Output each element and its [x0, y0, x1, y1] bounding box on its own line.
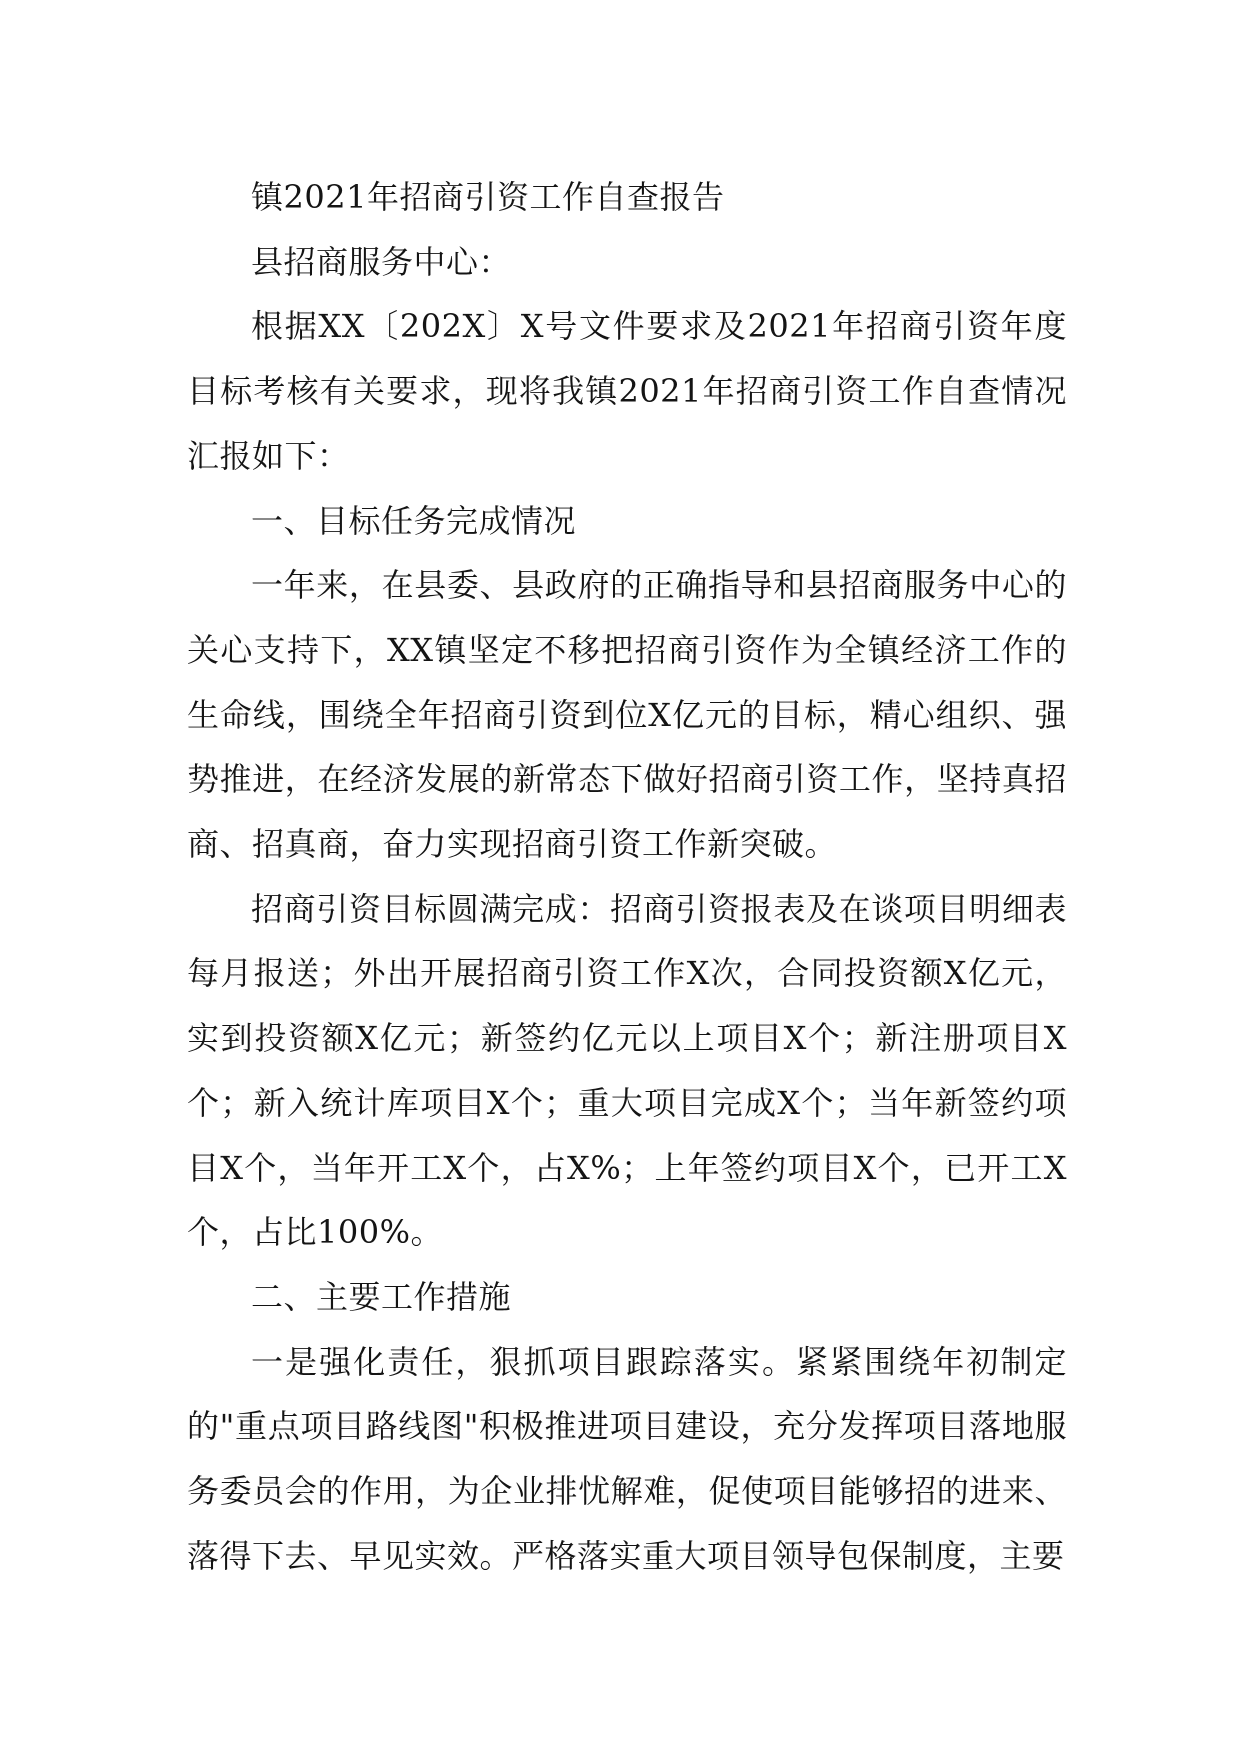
- document-title: 镇2021年招商引资工作自查报告: [251, 178, 725, 216]
- paragraph-intro: 根据XX〔202X〕X号文件要求及2021年招商引资年度目标考核有关要求，现将我镇2021年招商引资工作自查情况汇报如下：: [187, 307, 1067, 475]
- paragraph-measures: 一是强化责任，狠抓项目跟踪落实。紧紧围绕年初制定的"重点项目路线图"积极推进项目建设，充分发挥项目落地服务委员会的作用，为企业排忧解难，促使项目能够招的进来、落得下去、早见实效。严格落实重大项目领导包保制度，主要: [187, 1342, 1067, 1575]
- salutation: 县招商服务中心：: [251, 242, 512, 281]
- paragraph-overview: 一年来，在县委、县政府的正确指导和县招商服务中心的关心支持下，XX镇坚定不移把招商引资作为全镇经济工作的生命线，围绕全年招商引资到位X亿元的目标，精心组织、强势推进，在经济发展的新常态下做好招商引资工作，坚持真招商、招真商，奋力实现招商引资工作新突破。: [187, 566, 1067, 864]
- paragraph-targets: 招商引资目标圆满完成：招商引资报表及在谈项目明细表每月报送；外出开展招商引资工作X次，合同投资额X亿元，实到投资额X亿元；新签约亿元以上项目X个；新注册项目X个；新入统计库项目X个；重大项目完成X个；当年新签约项目X个，当年开工X个，占X%；上年签约项目X个，已开工X个，占比100%。: [187, 889, 1067, 1252]
- document-body: [187, 165, 1067, 1588]
- section-heading-2: 二、主要工作措施: [251, 1277, 512, 1316]
- section-heading-1: 一、目标任务完成情况: [251, 501, 577, 540]
